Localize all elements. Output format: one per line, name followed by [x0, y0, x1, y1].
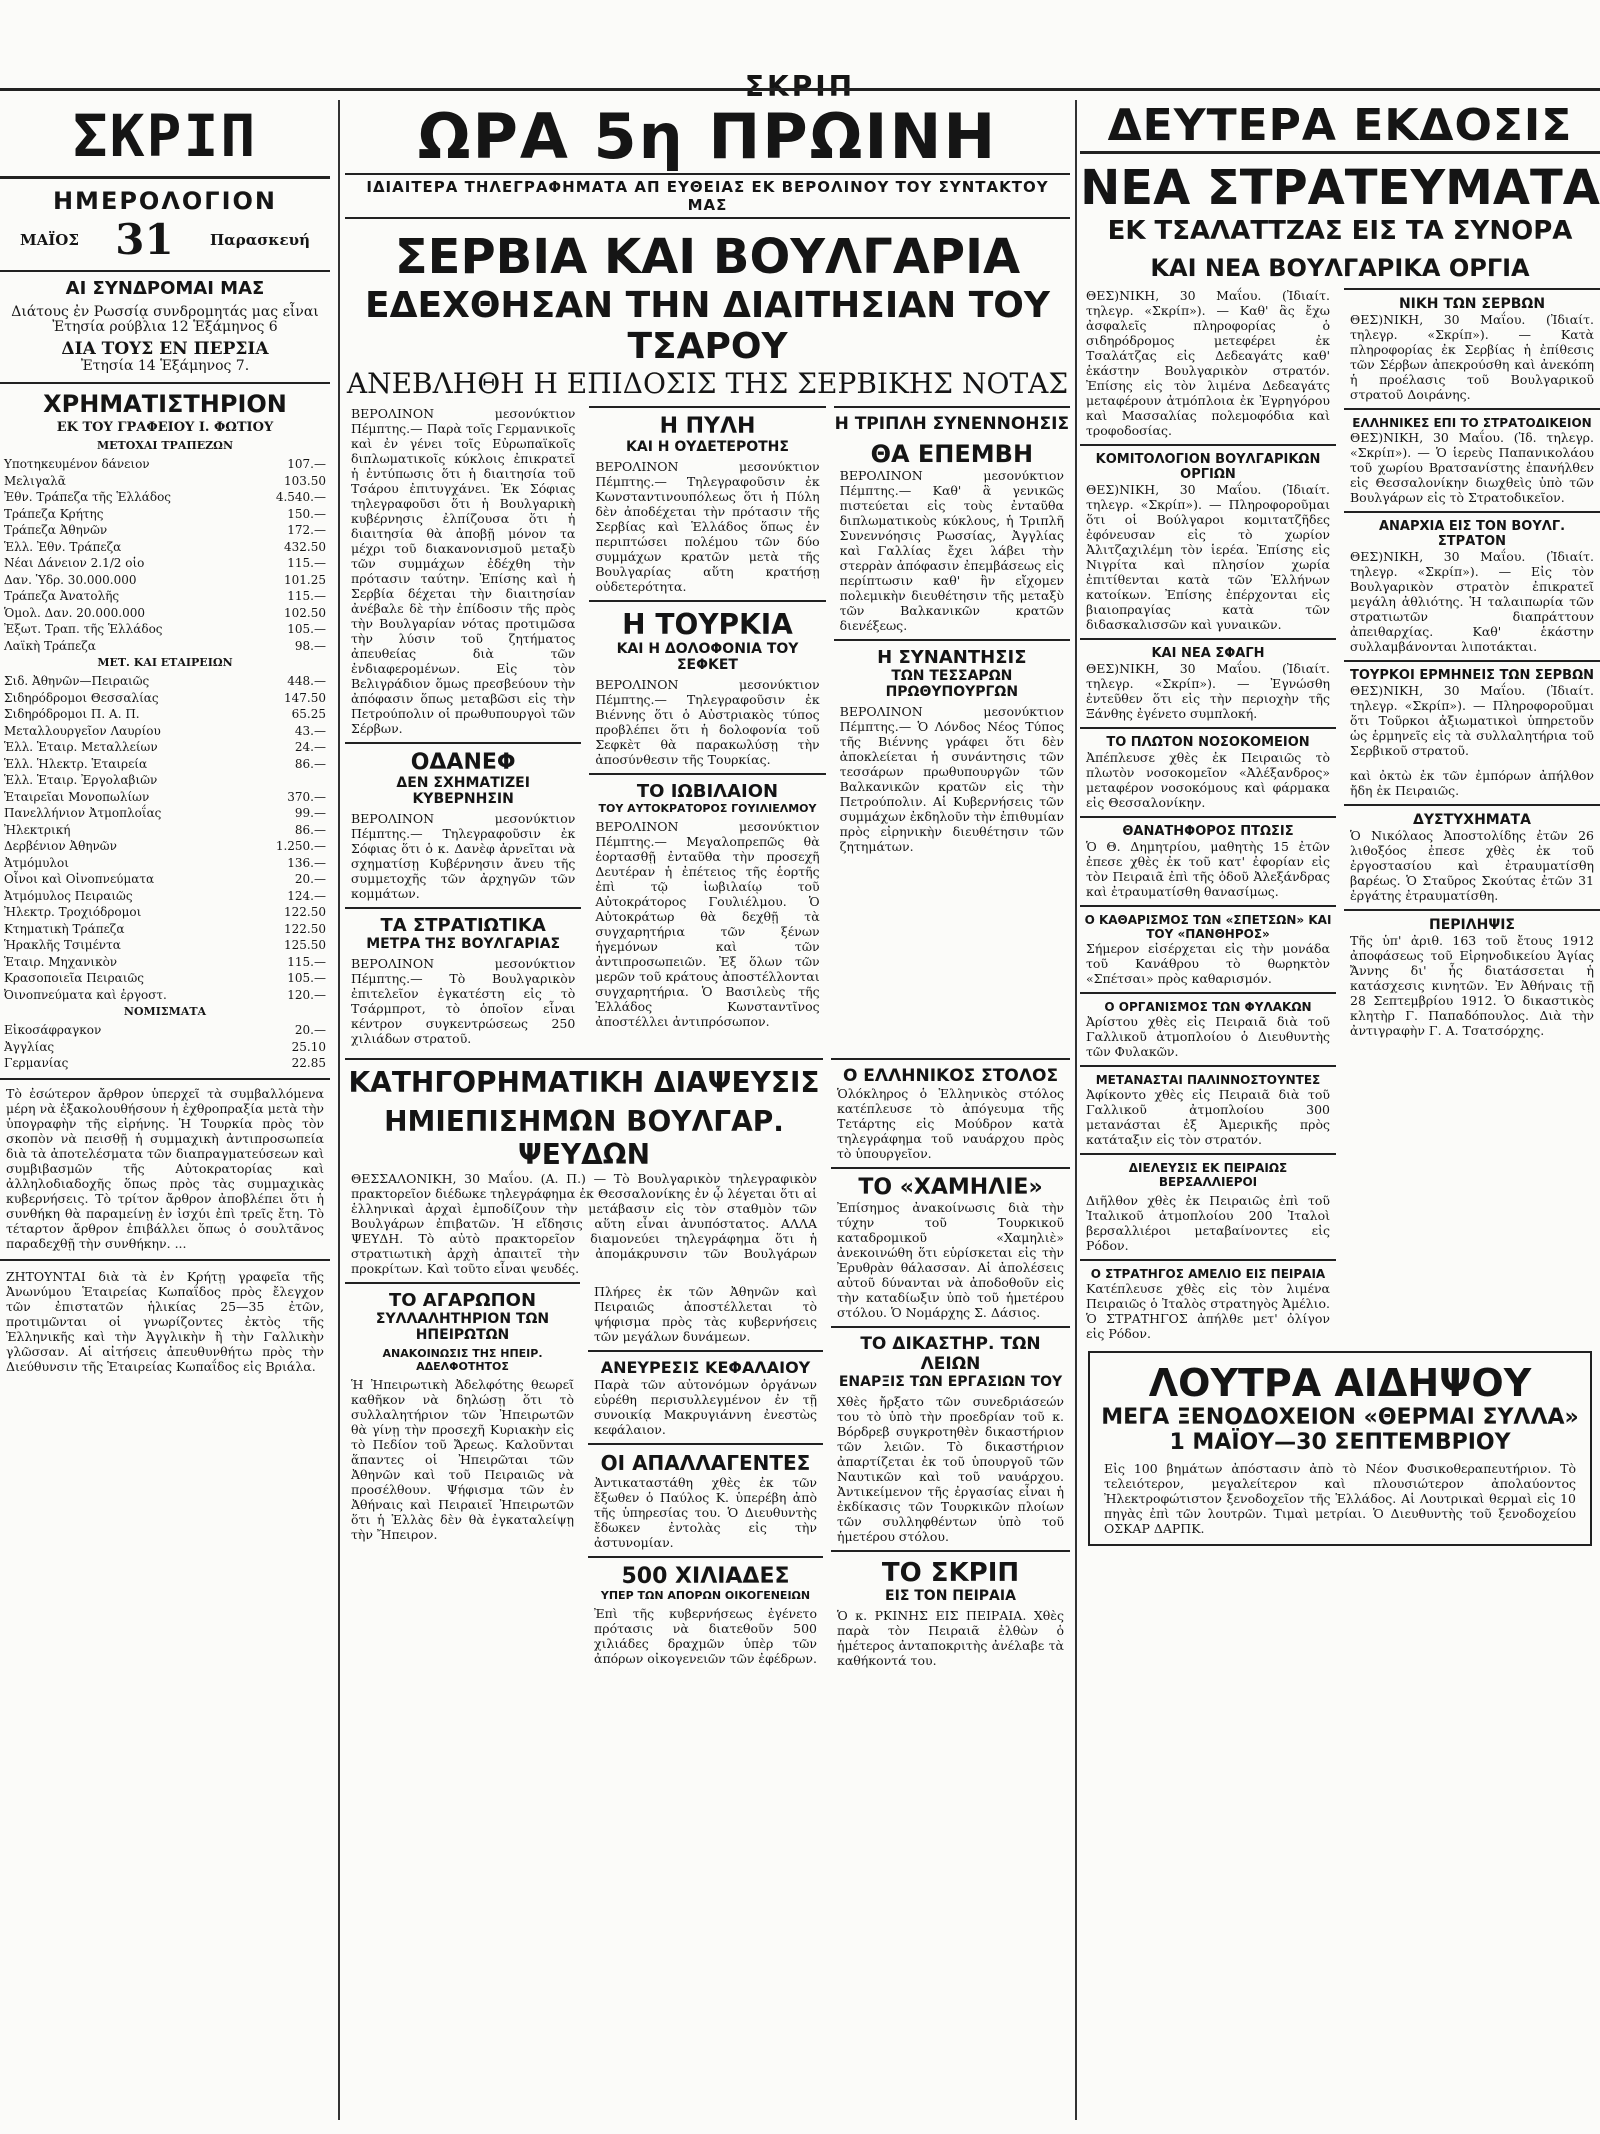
price-label: Ἑταιρεῖαι Μονοπωλίων	[4, 789, 150, 804]
currency-table	[0, 1022, 330, 1072]
meeting-sub: ΤΩΝ ΤΕΣΣΑΡΩΝ ΠΡΩΘΥΠΟΥΡΓΩΝ	[885, 668, 1019, 700]
turkey-sub: ΚΑΙ Η ΔΟΛΟΦΟΝΙΑ ΤΟΥ ΣΕΦΚΕΤ	[616, 641, 799, 673]
military-text: ΒΕΡΟΛΙΝΟΝ μεσονύκτιον Πέμπτης.— Τὸ Βουλγαρικὸν ἐπιτελεῖον ἐγκατέστη εἰς τὸ Τσάρμπροτ, τὸ ὁποῖον εἶναι κέντρον συγκεντρώσεως 250 χιλιάδων στρατοῦ.	[351, 956, 576, 1046]
guards-text: Ἀρίστου χθὲς εἰς Πειραιᾶ διὰ τοῦ Γαλλικοῦ ἀτμοπλοίου ὁ Διευθυντὴς τῶν Φυλακῶν.	[1086, 1014, 1330, 1059]
price-value: 448.—	[287, 674, 326, 688]
meeting-text: ΒΕΡΟΛΙΝΟΝ μεσονύκτιον Πέμπτης.— Ὁ Λόνδος Νέος Τύπος τῆς Βιέννης γράφει ὅτι δὲν ἀποκλείεται ἡ συνάντησις τῶν τεσσάρων πρωθυπουργῶν τῶν Βαλκανικῶν κρατῶν εἰς τὴν Πετρούπολιν. Αἱ Κυβερνήσεις τῶν συμμάχων ἐκδηλοῦν τὴν ἐπιθυμίαν πρὸς εἰρηνικὴν διευθέτησιν τῶν ζητημάτων.	[839, 704, 1064, 854]
price-row	[0, 954, 330, 971]
price-value: 370.—	[287, 789, 326, 804]
price-value: 120.—	[287, 987, 326, 1002]
price-label: Ἀτμόμυλοι	[4, 855, 69, 870]
ad-sub2: 1 ΜΑΪΟΥ—30 ΣΕΠΤΕΜΒΡΙΟΥ	[1169, 1430, 1511, 1455]
fleet-text: Ὁλόκληρος ὁ Ἑλληνικὸς στόλος κατέπλευσε τὸ ἀπόγευμα τῆς Τετάρτης εἰς Μούδρον κατὰ τηλεγράφημα τοῦ ναυάρχου πρὸς τὸ ὑπουργεῖον.	[837, 1086, 1064, 1161]
gate-text: ΒΕΡΟΛΙΝΟΝ μεσονύκτιον Πέμπτης.— Τηλεγραφοῦσιν ἐκ Κωνσταντινουπόλεως ὅτι ἡ Πύλη δὲν ἀποδέχεται τὴν πρότασιν τῆς Σερβίας καὶ Ἑλλάδος ὅπως ἐν περιπτώσει πολέμου τῶν δύο συμμάχων κρατῶν μετὰ τῆς Βουλγαρίας αὕτη κρατήσῃ οὐδετερότητα.	[595, 459, 820, 594]
calendar-title: ΗΜΕΡΟΛΟΓΙΟΝ	[52, 187, 278, 215]
price-value: 115.—	[287, 589, 326, 603]
court-title: ΤΟ ΔΙΚΑΣΤΗΡ. ΤΩΝ ΛΕΙΩΝ	[831, 1326, 1070, 1374]
price-row	[0, 805, 330, 822]
page-header-title: ΣΚΡΙΠ	[744, 70, 856, 103]
epirus-sub2: ΑΝΑΚΟΙΝΩΣΙΣ ΤΗΣ ΗΠΕΙΡ. ΑΔΕΛΦΟΤΗΤΟΣ	[382, 1347, 543, 1373]
court-text: Χθὲς ἤρξατο τῶν συνεδριάσεών του τὸ ὑπὸ τὴν προεδρίαν τοῦ κ. Βόρδρεβ συγκροτηθὲν δικαστήριον τῶν λειῶν. Τὸ δικαστήριον ἀπαρτίζεται ἐκ τοῦ ὑπουργοῦ τῶν Ναυτικῶν καὶ τοῦ ναυάρχου. Ἀντικείμενον τῆς ἐργασίας εἶναι ἡ ἐκδίκασις τῶν Τουρκικῶν πλοίων τῶν συλληφθέντων ὑπὸ τοῦ ἡμετέρου στόλου.	[837, 1394, 1064, 1544]
price-label: Ἀγγλίας	[4, 1039, 55, 1054]
price-label: Ἠλεκτρική	[4, 822, 71, 837]
weekday: Παρασκευή	[210, 230, 310, 249]
versailles-title: ΒΕΡΣΑΛΛΙΕΡΟΙ	[1158, 1175, 1258, 1189]
price-label: Τράπεζα Ἀθηνῶν	[4, 523, 108, 537]
lower-grid	[345, 1052, 1070, 1668]
price-row	[0, 473, 330, 490]
military-sub: ΜΕΤΡΑ ΤΗΣ ΒΟΥΛΓΑΡΙΑΣ	[366, 936, 561, 952]
price-value: 115.—	[287, 954, 326, 969]
column-divider	[1075, 100, 1077, 2120]
epirus-sub: ΣΥΛΛΑΛΗΤΗΡΙΟΝ ΤΩΝ ΗΠΕΙΡΩΤΩΝ	[375, 1311, 550, 1343]
versailles-text: Διῆλθον χθὲς ἐκ Πειραιῶς ἐπὶ τοῦ Ἰταλικοῦ ἀτμοπλοίου 200 Ἰταλοὶ βερσαλλιέροι μεταβαίνοντες εἰς Ρόδον.	[1086, 1193, 1330, 1253]
price-label: Γερμανίας	[4, 1056, 69, 1070]
advertisement-box	[1088, 1351, 1592, 1546]
divider	[0, 1078, 330, 1080]
capital-title: ΑΝΕΥΡΕΣΙΣ ΚΕΦΑΛΑΙΟΥ	[588, 1350, 823, 1377]
price-value: 105.—	[287, 971, 326, 985]
denial-title: ΚΑΤΗΓΟΡΗΜΑΤΙΚΗ ΔΙΑΨΕΥΣΙΣ	[345, 1058, 823, 1099]
deaths-text: καὶ ὀκτὼ ἐκ τῶν ἐμπόρων ἀπήλθον ἤδη ἐκ Πειραιῶς.	[1350, 768, 1594, 798]
tripoli-sub: ΘΑ ΕΠΕΜΒΗ	[870, 440, 1034, 468]
price-value: 136.—	[287, 855, 326, 870]
fleet-title: Ο ΕΛΛΗΝΙΚΟΣ ΣΤΟΛΟΣ	[831, 1058, 1070, 1086]
price-row	[0, 1022, 330, 1039]
ad-title: ΛΟΥΤΡΑ ΑΙΔΗΨΟΥ	[1148, 1361, 1532, 1405]
main-subhead2: ΑΝΕΒΛΗΘΗ Η ΕΠΙΔΟΣΙΣ ΤΗΣ ΣΕΡΒΙΚΗΣ ΝΟΤΑΣ	[346, 367, 1069, 400]
price-label: Δερβένιον Ἀθηνῶν	[4, 839, 117, 853]
price-value: 107.—	[287, 457, 326, 471]
price-row	[0, 756, 330, 773]
currency-head: ΝΟΜΙΣΜΑΤΑ	[123, 1005, 207, 1018]
epirus-col	[345, 1276, 580, 1666]
price-label: Οἶνοι καὶ Οἰνοπνεύματα	[4, 872, 155, 886]
price-label: Τράπεζα Ἀνατολῆς	[4, 589, 120, 603]
price-row	[0, 855, 330, 872]
military-title: ΤΑ ΣΤΡΑΤΙΩΤΙΚΑ	[345, 907, 581, 936]
epirus-title: ΤΟ ΑΓΑΡΩΠΟΝ	[345, 1282, 580, 1311]
reservists-text: ΘΕΣ)ΝΙΚΗ, 30 Μαΐου. (Ἰδ. τηλεγρ. «Σκρίπ»). — Ὁ ἱερεὺς Παπανικολάου τοῦ χωρίου Βρατσανίστης ἐπανήλθεν εἰς Θεσσαλονίκην διωχθεὶς ὑπὸ τῶν Βουλγάρων εἰς τὸ Στρατοδικεῖον.	[1350, 430, 1594, 505]
epirus-text: Ἡ Ἠπειρωτικὴ Ἀδελφότης θεωρεῖ καθῆκον νὰ δηλώσῃ ὅτι τὸ συλλαλητήριον τῶν Ἠπειρωτῶν θὰ γίνῃ τὴν προσεχῆ Κυριακὴν εἰς τὸ Πεδίον τοῦ Ἄρεως. Καλοῦνται ἅπαντες οἱ Ἠπειρῶται τῶν Ἀθηνῶν καὶ τοῦ Πειραιῶς νὰ προσέλθουν. Ψήφισμα τῶν ἐν Ἀθήναις καὶ Πειραιεῖ Ἠπειρωτῶν ὅτι ἡ Ἑλλὰς δὲν θὰ ἐγκαταλείψῃ τὴν Ἤπειρον.	[351, 1377, 574, 1542]
denial-sub: ΗΜΙΕΠΙΣΗΜΩΝ ΒΟΥΛΓΑΡ. ΨΕΥΔΩΝ	[384, 1105, 784, 1171]
price-label: Ἑλλ. Ἐθν. Τράπεζα	[4, 539, 122, 554]
price-value	[246, 772, 330, 789]
companies-head: ΜΕΤ. ΚΑΙ ΕΤΑΙΡΕΙΩΝ	[97, 656, 233, 669]
article-main: ΒΕΡΟΛΙΝΟΝ μεσονύκτιον Πέμπτης.— Παρὰ τοῖς Γερμανικοῖς καὶ ἐν γένει τοῖς Εὐρωπαϊκοῖς διπλωματικοῖς κύκλοις ἐπικρατεῖ ἡ ἐντύπωσις ὅτι ἡ διαιτησία τοῦ Τσάρου ἐπιτυγχάνει. Ἐκ Σόφιας τηλεγραφοῦσι ὅτι ἡ Βουλγαρικὴ κυβέρνησις ἐλπίζουσα ὅτι ἡ διαιτησία θὰ ἀποβῇ μόνον τα μέχρι τοῦ διακανονισμοῦ μεταξὺ τῶν συμμάχων ἐδέχθη τὴν πρότασιν ταύτην. Ἐπίσης καὶ ἡ Σερβία δέχεται τὴν διαιτησίαν ἀνέβαλε δὲ τὴν ἐπίδοσιν τῆς πρὸς τὴν Βουλγαρίαν νότας προτιμῶσα τὴν λύσιν τοῦ ζητήματος ἀπευθείας διὰ τῶν ἐνδιαφερομένων. Εἰς τὸν Βελιγράδιον ὅμως πρεσβεύουν τὴν ἀπόφασιν ὅπως μεταβῶσι εἰς τὴν Πετρούπολιν οἱ πρωθυπουργοὶ τῶν Σέρβων.	[351, 406, 576, 736]
price-label: Μεταλλουργεῖον Λαυρίου	[4, 723, 161, 738]
center-column	[345, 100, 1070, 1668]
odanef-title: ΟΔΑΝΕΦ	[345, 742, 581, 775]
price-label: Ἀτμόμυλος Πειραιῶς	[4, 888, 133, 903]
lower-left-grid	[345, 1276, 823, 1666]
price-value: 147.50	[284, 690, 326, 705]
price-value: 122.50	[284, 921, 326, 936]
victory-title: ΝΙΚΗ ΤΩΝ ΣΕΡΒΩΝ	[1344, 288, 1600, 312]
fall-text: Ὁ Θ. Δημητρίου, μαθητὴς 15 ἐτῶν ἐπεσε χθὲς ἐκ τοῦ κατ' ἐφορίαν εἰς τὸν Πειραιᾶ ἐπὶ τῆς ὁδοῦ Ἀλεξάνδρας καὶ ἐτραυματίσθη θανασίμως.	[1086, 839, 1330, 899]
general-text: Κατέπλευσε χθὲς εἰς τὸν λιμένα Πειραιῶς ὁ Ἰταλὸς στρατηγὸς Ἀμέλιο. Ὁ ΣΤΡΑΤΗΓΟΣ ἀπήλθε μετ' ὀλίγον εἰς Ρόδον.	[1086, 1281, 1330, 1341]
turks-text: ΘΕΣ)ΝΙΚΗ, 30 Μαΐου. (Ἰδιαίτ. τηλεγρ. «Σκρίπ»). — Πληροφοροῦμαι ὅτι Τοῦρκοι ἀξιωματικοὶ ὑπηρετοῦν ὡς ἑρμηνεῖς εἰς τὰ συλλαλητήρια τοῦ Σερβικοῦ στρατοῦ.	[1350, 683, 1594, 758]
price-row	[0, 921, 330, 938]
strapline: ΙΔΙΑΙΤΕΡΑ ΤΗΛΕΓΡΑΦΗΜΑΤΑ ΑΠ ΕΥΘΕΙΑΣ ΕΚ ΒΕΡΟΛΙΝΟΥ ΤΟΥ ΣΥΝΤΑΚΤΟΥ ΜΑΣ	[345, 173, 1070, 219]
persia-title: ΔΙΑ ΤΟΥΣ ΕΝ ΠΕΡΣΙΑ	[61, 339, 269, 359]
price-value: 20.—	[294, 872, 326, 886]
price-row	[0, 904, 330, 921]
persia-text: Ἐτησία 14 Ἑξάμηνος 7.	[80, 358, 250, 374]
price-label: Σιδ. Ἀθηνῶν—Πειραιῶς	[4, 674, 150, 688]
price-value: 101.25	[284, 572, 326, 587]
article-turkey-treaty: Τὸ ἐσώτερον ἄρθρον ὑπερχεῖ τὰ συμβαλλόμενα μέρη νὰ ἐξακολουθήσουν ἡ ἐχθροπραξία μετὰ τὴν ὑπογραφὴν τῆς εἰρήνης. Ἡ Τουρκία πρὸς τὸν σκοπὸν νὰ πεισθῇ ἡ συμμαχικὴ ἀντιπροσωπεία διὰ τὰ ἀποτελέσματα τῶν διαπραγματεύσεων καὶ συμβιβασμῶν τῆς Αὐτοκρατορίας καὶ ἀλληλοδιαδοχῆς ὅπως πρὸς τὰς συμμαχικὰς κυβερνήσεις. Τὸ τρίτον ἄρθρον ἀποβλέπει ὅτι ἡ συνθήκη θὰ παραμείνῃ ἐν ἰσχύι ἐπὶ τρεῖς ἔτη. Τὸ τέταρτον ἄρθρον ἐπιβάλλει ὅπως ὁ σουλτᾶνος παραδεχθῇ τὴν συνθήκην. ...	[6, 1085, 324, 1251]
price-label: Σιδηρόδρομοι Π. Α. Π.	[4, 707, 140, 721]
capital-text: Παρὰ τῶν αὐτονόμων ὀργάνων εὑρέθη περισυλλεγμένον ἐν τῇ συνοικίᾳ Μακρυγιάννη ἐνεστὼς κεφάλαιον.	[594, 1377, 817, 1437]
gate-title: Η ΠΥΛΗ	[589, 406, 825, 439]
price-label: Ὁμολ. Δαν. 20.000.000	[4, 605, 145, 620]
price-value: 99.—	[294, 806, 326, 820]
price-value: 1.250.—	[275, 839, 326, 853]
thousands-sub: ΥΠΕΡ ΤΩΝ ΑΠΟΡΩΝ ΟΙΚΟΓΕΝΕΙΩΝ	[600, 1589, 811, 1602]
bank-prices-table	[0, 456, 330, 654]
page-header	[0, 0, 1600, 103]
price-row	[0, 690, 330, 707]
price-label: Ἑταιρ. Μηχανικὸν	[4, 954, 118, 969]
skrip-title: ΤΟ ΣΚΡΙΠ	[831, 1550, 1070, 1588]
general-title: Ο ΣΤΡΑΤΗΓΟΣ ΑΜΕΛΙΟ ΕΙΣ ΠΕΙΡΑΙΑ	[1080, 1259, 1336, 1281]
exchange-title: ΧΡΗΜΑΤΙΣΤΗΡΙΟΝ	[0, 382, 330, 418]
price-row	[0, 456, 330, 473]
price-label: Νέαι Δάνειον 2.1/2 οἱο	[4, 556, 145, 570]
date-line	[0, 215, 330, 264]
right-grid	[1080, 288, 1600, 1341]
price-row	[0, 871, 330, 888]
price-label: Υποτηκευμένον δάνειον	[4, 457, 150, 471]
month: ΜΑΪΟΣ	[20, 230, 79, 249]
released-text: Ἀντικαταστάθη χθὲς ἐκ τῶν ἔξωθεν ὁ Παύλος Κ. ὑπερέβη ἀπὸ τῆς ὑπηρεσίας του. Ὁ Διευθυντὴς ἔδωκεν ἐντολὰς εἰς τὴν ἀστυνομίαν.	[594, 1475, 817, 1550]
price-value: 124.—	[287, 888, 326, 903]
price-value: 105.—	[287, 622, 326, 636]
jubilee-title: ΤΟ ΙΩΒΙΛΑΙΟΝ	[589, 773, 825, 802]
cleaning-text: Σήμερον εἰσέρχεται εἰς τὴν μονάδα τοῦ Κανάθρου τὸ θωρηκτὸν «Σπέτσαι» πρὸς καθαρισμόν.	[1086, 941, 1330, 986]
price-row	[0, 838, 330, 855]
article-company-wanted: ΖΗΤΟΥΝΤΑΙ διὰ τὰ ἐν Κρήτῃ γραφεῖα τῆς Ἀνωνύμου Ἑταιρείας Κωπαΐδος πρὸς ἔλεγχον τῶν ἐπιστατῶν ἡλικίας 25—35 ἐτῶν, προτιμῶνται οἱ γνωρίζοντες ἐκτὸς τῆς Ἑλληνικῆς καὶ τὴν Ἀγγλικὴν ἢ τὴν Γαλλικὴν γλῶσσαν. Αἱ αἰτήσεις ἀπευθυνθήτω πρὸς τὴν Διεύθυνσιν τῆς Ἑταιρείας Κωπαΐδος εἰς Βριάλα.	[6, 1268, 324, 1374]
violence-title: ΚΟΜΙΤΟΛΟΓΙΟΝ ΒΟΥΛΓΑΡΙΚΩΝ ΟΡΓΙΩΝ	[1080, 444, 1336, 482]
price-value: 102.50	[284, 605, 326, 620]
price-value: 86.—	[294, 822, 326, 837]
news-grid	[345, 406, 1070, 1046]
price-label: Ἡρακλῆς Τσιμέντα	[4, 938, 121, 952]
right-col-b	[1344, 288, 1600, 1341]
price-value: 25.10	[291, 1039, 326, 1054]
top-rule	[0, 88, 1600, 91]
price-value: 172.—	[287, 523, 326, 537]
price-row	[0, 489, 330, 506]
released-title: ΟΙ ΑΠΑΛΛΑΓΕΝΤΕΣ	[588, 1443, 823, 1475]
thousands-title: 500 ΧΙΛΙΑΔΕΣ	[588, 1556, 823, 1589]
turkey-title: Η ΤΟΥΡΚΙΑ	[589, 600, 825, 641]
subscriptions-title: ΑΙ ΣΥΝΔΡΟΜΑΙ ΜΑΣ	[0, 270, 330, 299]
day-number: 31	[115, 215, 174, 264]
news-col-3	[834, 406, 1070, 1046]
price-value: 4.540.—	[275, 490, 326, 504]
jubilee-text: ΒΕΡΟΛΙΝΟΝ μεσονύκτιον Πέμπτης.— Μεγαλοπρεπῶς θὰ ἑορτασθῇ ἐνταῦθα τὴν προσεχῆ Δευτέραν ἡ ἐπέτειος τῆς ἑορτῆς ἐπὶ τῷ ἰωβιλαίῳ τοῦ Αὐτοκράτορος Γουλιέλμου. Ὁ Αὐτοκράτωρ θὰ δεχθῇ τὰ συγχαρητήρια τῶν ξένων ἡγεμόνων καὶ τῶν ἀντιπροσωπειῶν. Ἐξ ὅλων τῶν μερῶν τοῦ κράτους ἀποστέλλονται συγχαρητήρια. Ὁ Βασιλεὺς τῆς Ἑλλάδος Κωνσταντῖνος ἀποστέλλει ἀντιπρόσωπον.	[595, 819, 820, 1029]
price-value: 22.85	[291, 1056, 326, 1070]
violence-text: ΘΕΣ)ΝΙΚΗ, 30 Μαΐου. (Ἰδιαίτ. τηλεγρ. «Σκρίπ»). — Πληροφοροῦμαι ὅτι οἱ Βούλγαροι κομιτατζῆδες ἐφόνευσαν εἰς τὸ χωρίον Ἀλιτζαχιλέμη τὸν ἱερέα. Ἐπίσης εἰς Νιγρίτα καὶ πλησίον χωρία ἐπιτίθενται κατὰ τῶν Ἑλλήνων κατοίκων. Ἐπίσης ἐπέρχονται εἰς βιαιοπραγίας κατὰ τῶν διδασκαλισσῶν καὶ γυναικῶν.	[1086, 482, 1330, 632]
new-violence-title: ΚΑΙ ΝΕΑ ΣΦΑΓΗ	[1080, 638, 1336, 661]
price-row	[0, 555, 330, 572]
epirus-extra: Πλήρες ἐκ τῶν Ἀθηνῶν καὶ Πειραιῶς ἀποστέλλεται τὸ ψήφισμα πρὸς τὰς κυβερνήσεις τῶν μεγάλων δυνάμεων.	[594, 1284, 817, 1344]
italians-text: Ἀφίκοντο χθὲς εἰς Πειραιᾶ διὰ τοῦ Γαλλικοῦ ἀτμοπλοίου 300 μετανάσται ἐξ Ἀμερικῆς πρὸς κατάταξιν εἰς τὸν στρατόν.	[1086, 1087, 1330, 1147]
headline-time: ΩΡΑ 5η ΠΡΩΙΝΗ	[417, 100, 998, 173]
turkey-text: ΒΕΡΟΛΙΝΟΝ μεσονύκτιον Πέμπτης.— Τηλεγραφοῦσιν ἐκ Βιέννης ὅτι ὁ Αὐστριακὸς τύπος προβλέπει ὅτι ἡ δολοφονία τοῦ Σεφκὲτ θὰ παρακωλύσῃ τὴν ἀποσύνθεσιν τῆς Τουρκίας.	[595, 677, 820, 767]
right-article-main: ΘΕΣ)ΝΙΚΗ, 30 Μαΐου. (Ἰδιαίτ. τηλεγρ. «Σκρίπ»). — Καθ' ἃς ἔχω ἀσφαλεῖς πληροφορίας ὁ σιδηρόδρομος μετεφέρει ἐκ Τσαλάτζας εἰς Δεδεαγάτς καθ' ἑκάστην Βουλγαρικὸν στρατόν. Ἐπίσης εἰς τὸν λιμένα Δεδεαγάτς μεταφέρουν ἀτμόπλοια ἐκ Ἐγρηγόρου καὶ Μασσαλίας πολεμοφόδια καὶ τροφοδοσίας.	[1086, 288, 1330, 438]
exchange-sub: ΕΚ ΤΟΥ ΓΡΑΦΕΙΟΥ Ι. ΦΩΤΙΟΥ	[56, 420, 274, 435]
price-label: Ἐξωτ. Τραπ. τῆς Ἑλλάδος	[4, 622, 163, 636]
hospital-title: ΤΟ ΠΛΩΤΟΝ ΝΟΣΟΚΟΜΕΙΟΝ	[1080, 727, 1336, 750]
meeting-title: Η ΣΥΝΑΝΤΗΣΙΣ	[834, 639, 1070, 668]
price-label: Πανελλήνιον Ἀτμοπλοΐας	[4, 806, 162, 820]
price-value: 86.—	[294, 756, 326, 771]
cleaning-title: Ο ΚΑΘΑΡΙΣΜΟΣ ΤΩΝ «ΣΠΕΤΣΩΝ» ΚΑΙ ΤΟΥ «ΠΑΝΘΗΡΟΣ»	[1080, 905, 1336, 941]
price-row	[0, 605, 330, 622]
right-headline: ΝΕΑ ΣΤΡΑΤΕΥΜΑΤΑ	[1080, 160, 1600, 216]
tripoli-text: ΒΕΡΟΛΙΝΟΝ μεσονύκτιον Πέμπτης.— Καθ' ἃ γενικῶς πιστεύεται εἰς τοὺς ἐνταῦθα διπλωματικοὺς κύκλους, ἡ Τριπλῆ Συνεννόησις Ρωσσίας, Ἀγγλίας καὶ Γαλλίας ἔχει λάβει τὴν στερρὰν ἀπόφασιν ἐπεμβάσεως εἰς περίπτωσιν καθ' ἣν εἴχομεν πολεμικὴν διευθέτησιν τῆς μεταξὺ τῶν Βαλκανικῶν κρατῶν διενέξεως.	[839, 468, 1064, 633]
tripoli-title: Η ΤΡΙΠΛΗ ΣΥΝΕΝΝΟΗΣΙΣ	[834, 406, 1070, 434]
price-label: Ἑλλ. Ἑταιρ. Ἐργολαβιῶν	[4, 773, 158, 787]
lower-left	[345, 1052, 823, 1668]
main-subhead: ΕΔΕΧΘΗΣΑΝ ΤΗΝ ΔΙΑΙΤΗΣΙΑΝ ΤΟΥ ΤΣΑΡΟΥ	[365, 285, 1050, 367]
fall-title: ΘΑΝΑΤΗΦΟΡΟΣ ΠΤΩΣΙΣ	[1080, 816, 1336, 839]
price-row	[0, 970, 330, 987]
price-label: Ἑλλ. Ἡλεκτρ. Ἑταιρεία	[4, 756, 148, 771]
news-col-2	[589, 406, 825, 1046]
price-label: Σιδηρόδρομοι Θεσσαλίας	[4, 690, 159, 705]
price-value: 122.50	[284, 905, 326, 919]
banks-head: ΜΕΤΟΧΑΙ ΤΡΑΠΕΖΩΝ	[96, 439, 233, 452]
price-row	[0, 673, 330, 690]
price-row	[0, 572, 330, 589]
price-row	[0, 1055, 330, 1072]
price-row	[0, 937, 330, 954]
price-label: Κτηματικὴ Τράπεζα	[4, 921, 125, 936]
new-violence-text: ΘΕΣ)ΝΙΚΗ, 30 Μαΐου. (Ἰδιαίτ. τηλεγρ. «Σκρίπ»). — Ἐγνώσθη ἐντεῦθεν ὅτι εἰς τὴν περιοχὴν τῆς Ξάνθης ἐγένετο συμπλοκή.	[1086, 661, 1330, 721]
victory-text: ΘΕΣ)ΝΙΚΗ, 30 Μαΐου. (Ἰδιαίτ. τηλεγρ. «Σκρίπ»). — Κατὰ πληροφορίας ἐκ Σερβίας ἡ ἐπίθεσις τῶν Σέρβων ἀπεκρούσθη καὶ ἀνεκόπη ἡ προέλασις τοῦ Βουλγαρικοῦ στρατοῦ Δοιράνης.	[1350, 312, 1594, 402]
price-label: Εἰκοσάφραγκον	[4, 1023, 102, 1037]
masthead-logo: ΣΚΡΙΠ	[0, 100, 330, 179]
gate-sub: ΚΑΙ Η ΟΥΔΕΤΕΡΟΤΗΣ	[626, 439, 789, 455]
price-value: 150.—	[287, 506, 326, 521]
price-row	[0, 723, 330, 740]
right-subhead2: ΚΑΙ ΝΕΑ ΒΟΥΛΓΑΡΙΚΑ ΟΡΓΙΑ	[1150, 254, 1530, 282]
accidents-title: ΔΥΣΤΥΧΗΜΑΤΑ	[1344, 804, 1600, 828]
subscriptions-text: Διάτους ἐν Ρωσσίᾳ συνδρομητάς μας εἶναι Ἐτησία ρούβλια 12 Ἑξάμηνος 6	[11, 304, 319, 335]
odanef-sub: ΔΕΝ ΣΧΗΜΑΤΙΖΕΙ ΚΥΒΕΡΝΗΣΙΝ	[396, 775, 530, 807]
price-label: Μελιγαλᾶ	[4, 473, 66, 488]
price-label: Ὀινοπνεύματα καὶ ἐργοστ.	[4, 987, 167, 1002]
price-value: 20.—	[294, 1023, 326, 1037]
price-label: Τράπεζα Κρήτης	[4, 506, 104, 521]
jubilee-sub: ΤΟΥ ΑΥΤΟΚΡΑΤΟΡΟΣ ΓΟΥΙΛΙΕΛΜΟΥ	[598, 802, 817, 815]
news-col-1	[345, 406, 581, 1046]
reservists-title: ΕΛΛΗΝΙΚΕΣ ΕΠΙ ΤΟ ΣΤΡΑΤΟΔΙΚΕΙΟΝ	[1344, 408, 1600, 430]
court-sub: ΕΝΑΡΞΙΣ ΤΩΝ ΕΡΓΑΣΙΩΝ ΤΟΥ	[838, 1374, 1063, 1390]
price-label: Δαν. Ὑδρ. 30.000.000	[4, 572, 137, 587]
italians-title: ΜΕΤΑΝΑΣΤΑΙ ΠΑΛΙΝΝΟΣΤΟΥΝΤΕΣ	[1080, 1065, 1336, 1087]
ad-sub: ΜΕΓΑ ΞΕΝΟΔΟΧΕΙΟΝ «ΘΕΡΜΑΙ ΣΥΛΛΑ»	[1101, 1405, 1579, 1430]
thousands-text: Ἐπὶ τῆς κυβερνήσεως ἐγένετο πρότασις νὰ διατεθοῦν 500 χιλιάδες δραχμῶν ὑπὲρ τῶν ἀπόρων οἰκογενειῶν τῶν ἐφέδρων.	[594, 1606, 818, 1666]
skrip-sub: ΕΙΣ ΤΟΝ ΠΕΙΡΑΙΑ	[885, 1588, 1016, 1604]
hospital-text: Ἀπέπλευσε χθὲς ἐκ Πειραιῶς τὸ πλωτὸν νοσοκομεῖον «Ἀλέξανδρος» μεταφέρον νοσοκόμους καὶ φάρμακα εἰς Θεσσαλονίκην.	[1086, 750, 1330, 810]
anarchy-text: ΘΕΣ)ΝΙΚΗ, 30 Μαΐου. (Ἰδιαίτ. τηλεγρ. «Σκρίπ»). — Εἰς τὸν Βουλγαρικὸν στρατὸν ἐπικρατεῖ μεγάλη ἀθλιότης. Ἡ ταλαιπωρία τῶν στρατιωτῶν διαπράττουν ἀπειθαρχίας. Καθ' ἑκάστην συλλαμβάνονται λιποτάκται.	[1350, 549, 1594, 654]
divider	[0, 1259, 330, 1261]
denial-text: ΘΕΣΣΑΛΟΝΙΚΗ, 30 Μαΐου. (Α. Π.) — Τὸ Βουλγαρικὸν τηλεγραφικὸν πρακτορεῖον διέδωκε τηλεγράφημα ἐκ Θεσσαλονίκης ἐν ᾧ λέγεται ὅτι αἱ ἑλληνικαὶ ἀρχαὶ ἐμποδίζουν τὴν μετάβασιν εἰς τὸν σταθμὸν τῶν Βουλγάρων ἐπιβατῶν. Ἡ εἴδησις αὕτη εἶναι ἀνυπόστατος. ΑΛΛΑ ΨΕΥΔΗ. Τὸ αὐτὸ πρακτορεῖον διαμονεύει τηλεγράφημα ὅτι ἡ στρατιωτικὴ ἀρχὴ ἀπαιτεῖ τὴν ἀπομάκρυνσιν τῶν Βουλγάρων προκρίτων. Καὶ τοῦτο εἶναι ψευδές.	[351, 1171, 817, 1276]
summons-text: Τῆς ὑπ' ἀριθ. 163 τοῦ ἔτους 1912 ἀποφάσεως τοῦ Εἰρηνοδικείου Ἁγίας Ἄννης δι' ἧς διατάσσεται ἡ κατάσχεσις κινητῶν. Ἐν Ἀθήναις τῇ 28 Σεπτεμβρίου 1912. Ὁ δικαστικὸς κλητὴρ Γ. Παπαδόπουλος. Διὰ τὴν ἀντιγραφὴν Γ. Α. Τσατσόρχης.	[1350, 933, 1594, 1038]
price-row	[0, 789, 330, 806]
accidents-text: Ὁ Νικόλαος Ἀποστολίδης ἐτῶν 26 λιθοξόος ἐπεσε χθὲς ἐκ τοῦ ἐργοστασίου καὶ ἐτραυματίσθη βαρέως. Ὁ Σταῦρος Σκούτας ἐτῶν 31 ἐργάτης ἐτραυματίσθη.	[1350, 828, 1594, 903]
price-value: 115.—	[287, 556, 326, 570]
price-value: 43.—	[294, 723, 326, 738]
price-value: 432.50	[284, 539, 326, 554]
right-column	[1080, 100, 1600, 1556]
price-label: Ἑλλ. Ἑταιρ. Μεταλλείων	[4, 740, 158, 754]
price-label: Λαϊκὴ Τράπεζα	[4, 638, 96, 653]
price-value: 65.25	[291, 707, 326, 721]
left-column	[0, 100, 330, 1374]
price-row	[0, 522, 330, 539]
xamilie-text: Ἐπίσημος ἀνακοίνωσις διὰ τὴν τύχην τοῦ Τουρκικοῦ καταδρομικοῦ «Χαμηλιὲ» ἀνεκοινώθη ὅτι εὑρίσκεται εἰς τὴν Ἐρυθρὰν θάλασσαν. Αἱ ἀπολέσεις αὐτοῦ δύνανται νὰ ἀποδοθοῦν εἰς τὴν καταδίωξιν ὑπὸ τοῦ ἡμετέρου στόλου. Ὁ Νομάρχης Σ. Δάσιος.	[837, 1200, 1064, 1320]
price-row	[0, 772, 330, 789]
right-col-a	[1080, 288, 1336, 1341]
price-row	[0, 506, 330, 523]
skrip-text: Ὁ κ. ΡΚΙΝΗΣ ΕΙΣ ΠΕΙΡΑΙΑ. Χθὲς παρὰ τὸν Πειραιᾶ ἐλθὼν ὁ ἡμέτερος ἀνταποκριτὴς ἀνέλαβε τὰ καθήκοντά του.	[837, 1608, 1064, 1668]
price-row	[0, 621, 330, 638]
misc-col	[588, 1276, 823, 1666]
price-row	[0, 706, 330, 723]
price-value: 24.—	[294, 740, 326, 754]
price-row	[0, 822, 330, 839]
price-row	[0, 987, 330, 1004]
right-subhead: ΕΚ ΤΣΑΛΑΤΤΖΑΣ ΕΙΣ ΤΑ ΣΥΝΟΡΑ	[1107, 216, 1573, 246]
company-prices-table	[0, 673, 330, 1003]
odanef-text: ΒΕΡΟΛΙΝΟΝ μεσονύκτιον Πέμπτης.— Τηλεγραφοῦσιν ἐκ Σόφιας ὅτι ὁ κ. Δανὲφ ἀρνεῖται νὰ σχηματίσῃ Κυβέρνησιν ἄνευ τῆς συμμετοχῆς τῶν ἀρχηγῶν τῶν κομμάτων.	[351, 811, 576, 901]
price-row	[0, 588, 330, 605]
price-value: 98.—	[294, 638, 326, 653]
ad-text: Εἰς 100 βημάτων ἀπόστασιν ἀπὸ τὸ Νέον Φυσικοθεραπευτήριον. Τὸ τελειότερον, μεγαλείτερον καὶ πλουσιώτερον ἀπολαύοντος Ἠλεκτροφώτιστον ξενοδοχεῖον τῆς Ἑλλάδος. Αἱ Λουτρικαὶ θερμαὶ εἰς 10 πηγὰς ἐπὶ τῶν λουτρῶν. Τιμαὶ μετρίαι. Ὁ Διευθυντὴς τοῦ ξενοδοχείου ΟΣΚΑΡ ΔΑΡΠΚ.	[1104, 1461, 1576, 1536]
price-label: Ἐθν. Τράπεζα τῆς Ἑλλάδος	[4, 490, 172, 504]
price-row	[0, 888, 330, 905]
lower-right	[831, 1052, 1070, 1668]
main-headline: ΣΕΡΒΙΑ ΚΑΙ ΒΟΥΛΓΑΡΙΑ	[394, 229, 1021, 285]
price-row	[0, 638, 330, 655]
price-row	[0, 539, 330, 556]
price-label: Ἠλεκτρ. Τροχιόδρομοι	[4, 905, 142, 919]
price-row	[0, 739, 330, 756]
column-divider	[338, 100, 340, 2120]
anarchy-title: ΑΝΑΡΧΙΑ ΕΙΣ ΤΟΝ ΒΟΥΛΓ. ΣΤΡΑΤΟΝ	[1344, 511, 1600, 549]
price-value: 103.50	[284, 473, 326, 488]
price-label: Κρασοποιεῖα Πειραιῶς	[4, 971, 144, 985]
price-row	[0, 1039, 330, 1056]
turks-title: ΤΟΥΡΚΟΙ ΕΡΜΗΝΕΙΣ ΤΩΝ ΣΕΡΒΩΝ	[1344, 660, 1600, 683]
edition-banner: ΔΕΥΤΕΡΑ ΕΚΔΟΣΙΣ	[1080, 100, 1600, 154]
summons-title: ΠΕΡΙΛΗΨΙΣ	[1344, 909, 1600, 933]
xamilie-title: ΤΟ «ΧΑΜΗΛΙΕ»	[831, 1167, 1070, 1200]
price-value: 125.50	[284, 938, 326, 952]
guards-title: Ο ΟΡΓΑΝΙΣΜΟΣ ΤΩΝ ΦΥΛΑΚΩΝ	[1080, 992, 1336, 1014]
departures-title: ΔΙΕΛΕΥΣΙΣ ΕΚ ΠΕΙΡΑΙΩΣ	[1080, 1153, 1336, 1175]
